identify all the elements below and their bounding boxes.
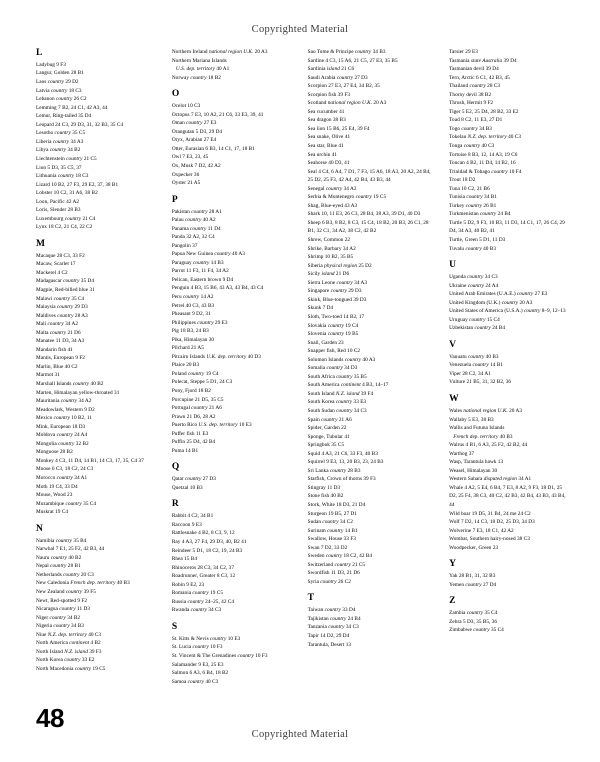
index-entry: Thailand country 28 C3 — [449, 83, 501, 90]
index-entry: Monkey 4 C3, 11 D4, 14 B1, 14 C3, 17, 35, C4 37 — [36, 457, 144, 464]
index-entry: Otter, Eurasian 6 B3, 14 C1, 17, 18 B1 — [171, 145, 255, 152]
index-entry: Skink, Blue-tongued 39 D3 — [307, 296, 367, 303]
index-entry: Tarantula, Desert 13 — [307, 641, 352, 648]
index-entry: Switzerland country 21 C5 — [307, 561, 366, 568]
index-entry: Pheasant 9 D2, 31 — [171, 311, 211, 318]
index-entry: Ladybug 9 F3 — [36, 61, 66, 68]
index-letter-heading: O — [171, 89, 180, 100]
index-entry: Yemen country 27 D4 — [449, 581, 497, 588]
index-entry: Mantis, European 9 F2 — [36, 355, 85, 362]
index-entry: Zimbabwe country 35 C4 — [449, 627, 504, 634]
index-entry: Spider, Garden 22 — [307, 425, 347, 432]
index-entry: Tortoise 8 B3, 12, 14 A3, 19 C6 — [449, 151, 518, 158]
index-entry: Luxembourg country 21 C4 — [36, 215, 96, 222]
index-entry: Meadowlark, Western 9 D2 — [36, 406, 95, 413]
index-entry: South Island N.Z. island 39 F4 — [307, 390, 374, 397]
index-entry: Mackerel 4 C2 — [36, 269, 68, 276]
index-entry: Langur, Golden 28 B1 — [36, 70, 84, 77]
index-entry: United Kingdom (U.K.) country 20 A3 — [449, 299, 533, 306]
index-column — [308, 48, 435, 692]
index-entry: Mozambique country 35 C4 — [36, 500, 97, 507]
index-entry: Sardinia island 21 C6 — [307, 66, 355, 73]
index-column — [449, 48, 570, 692]
index-entry: Palau country 40 A2 — [171, 217, 216, 224]
index-entry: Northern Mariana Islands — [171, 57, 227, 64]
index-entry: Shag, Blue-eyed 43 A3 — [307, 202, 358, 209]
index-entry: Sudan country 34 C2 — [307, 519, 353, 526]
index-entry: Mali country 34 A2 — [36, 321, 79, 328]
index-entry: Pakistan country 28 A1 — [171, 208, 222, 215]
index-entry: Malawi country 35 C4 — [36, 295, 85, 302]
index-entry: Weasel, Himalayan 30 — [449, 467, 498, 474]
index-entry: Owl 7 E3, 23, 45 — [171, 154, 209, 161]
index-entry: Prawn 21 D6, 28 A2 — [171, 413, 216, 420]
index-entry: Roadrunner, Greater 8 C3, 12 — [171, 573, 236, 580]
index-letter-heading: R — [171, 499, 179, 510]
index-entry: Shrimp 10 B2, 35 B5 — [307, 254, 354, 261]
index-entry: Octopus 7 E3, 10 A2, 21 C6, 33 E3, 39, 41 — [171, 111, 264, 118]
index-entry: United States of America (U.S.A.) country 8–9, 12–13 — [449, 308, 566, 315]
index-entry: Wolf 7 D2, 14 C3, 18 D2, 25 D3, 34 D3 — [449, 519, 535, 526]
index-entry: Oryx, Arabian 27 E4 — [171, 137, 217, 144]
index-entry: Seal 4 C4, 6 A4, 7 D1, 7 F3, 15 A6, 18 A3, 20 A2, 24 B4, 25 D2, 25 F3, 42 A4, 42 B4, 43 B3, 44 — [307, 168, 431, 184]
index-entry: Lesotho country 35 C5 — [36, 130, 86, 137]
index-entry: Lizard 10 B2, 27 F3, 29 E2, 37, 38 B1 — [36, 181, 119, 188]
index-entry: Zebra 5 D3, 35 B5, 36 — [449, 618, 498, 625]
index-entry: Sponge, Tubular 41 — [307, 433, 350, 440]
index-entry: Moth 19 C4, 33 D4 — [36, 483, 78, 490]
index-entry: Maldives country 28 A3 — [36, 312, 88, 319]
index-entry: Sea lion 15 B6, 25 E4, 39 F4 — [307, 125, 370, 132]
index-letter-heading: T — [307, 593, 314, 604]
index-entry: U.S. dep. territory 40 A1 — [175, 66, 230, 73]
index-entry: Siberia physical region 25 D2 — [307, 262, 372, 269]
index-entry: Tajikistan country 24 B4 — [307, 615, 361, 622]
page-number: 48 — [36, 703, 64, 733]
index-entry: Snapper fish, Red 10 C2 — [307, 348, 361, 355]
index-entry: Taiwan country 33 D4 — [307, 607, 356, 614]
index-entry: Polecat, Steppe 5 D1, 24 C3 — [171, 379, 233, 386]
index-entry: Namibia country 35 B4 — [36, 537, 87, 544]
index-entry: Nepal country 28 B1 — [36, 563, 81, 570]
index-entry: Philippines country 29 E3 — [171, 319, 228, 326]
index-entry: Pika, Himalayan 30 — [171, 336, 215, 343]
index-entry: Snail, Garden 23 — [307, 339, 344, 346]
index-entry: Tuna 10 C2, 21 B6 — [449, 185, 490, 192]
index-entry: Wales national region U.K. 20 A3 — [449, 407, 523, 414]
index-entry: Ocelot 10 C3 — [171, 103, 201, 110]
index-entry: United Arab Emirates (U.A.E.) country 27 E3 — [449, 291, 548, 298]
index-entry: Ukraine country 24 A4 — [449, 282, 499, 289]
index-entry: Zambia country 35 C4 — [449, 610, 498, 617]
index-entry: Wallaby 5 E3, 38 B3 — [449, 416, 494, 423]
index-entry: Stork, White 18 D3, 21 D4 — [307, 501, 366, 508]
index-entry: Libya country 34 B2 — [36, 147, 81, 154]
index-entry: Sea star, Blue 41 — [307, 143, 344, 150]
index-entry: Lemur, Ring-tailed 35 D4 — [36, 113, 92, 120]
index-entry: Senegal country 34 A2 — [307, 185, 357, 192]
index-entry: Whale 4 A2, 5 E4, 6 B4, 7 E3, 8 A2, 9 F3, 18 D1, 25 D2, 25 F4, 38 C3, 40 C2, 42 B3, 42 B4, 43 B3, 43 B4, 44 — [449, 484, 566, 508]
index-entry: North Island N.Z. island 39 F3 — [36, 648, 102, 655]
index-entry: Liberia country 34 A3 — [36, 138, 84, 145]
index-entry: Mexico country 10 B2, 11 — [36, 415, 93, 422]
index-entry: Quetzal 10 B3 — [171, 484, 203, 491]
index-entry: Serbia & Montenegro country 19 C5 — [307, 194, 387, 201]
index-entry: Laos country 29 D2 — [36, 79, 79, 86]
index-entry: Vulture 21 B5, 31, 32 B2, 36 — [449, 379, 512, 386]
index-entry: Springbok 35 C5 — [307, 442, 345, 449]
index-entry: New Caledonia French dep. territory 40 B3 — [36, 580, 130, 587]
index-column — [36, 48, 157, 692]
index-entry: Ray 4 A3, 27 F4, 29 D3, 40, B2 41 — [171, 539, 247, 545]
index-entry: Mandarin fish 41 — [36, 346, 73, 353]
index-entry: Tarsier 29 E3 — [449, 49, 478, 55]
index-entry: Turtle 5 D2, 9 F3, 10 B3, 11 D3, 14 C1, 17, 26 C4, 29 D4, 34 A3, 40 B2, 41 — [449, 219, 565, 235]
index-entry: South Africa country 35 B5 — [307, 373, 367, 380]
index-entry: Sloth, Two-toed 14 B2, 17 — [307, 313, 365, 320]
index-entry: Oman country 27 E3 — [171, 120, 217, 127]
index-entry: St. Kitts & Nevis country 10 E3 — [171, 635, 241, 642]
index-entry: Mongoose 28 B2 — [36, 449, 73, 456]
index-entry: Magpie, Red-billed blue 31 — [36, 287, 95, 293]
index-entry: Panama country 11 D4 — [171, 225, 221, 232]
index-entry: Loris, Slender 28 B3 — [36, 207, 81, 214]
index-entry: Peru country 14 A2 — [171, 294, 214, 300]
index-entry: Tern, Arctic 6 C1, 42 B3, 45 — [449, 74, 510, 81]
index-entry: Walrus 4 B1, 6 A3, 25 F2, 42 B2, 44 — [449, 442, 528, 449]
index-entry: Viper 28 C2, 34 A1 — [449, 370, 491, 377]
index-entry: Pony, Fjord 18 B2 — [171, 388, 211, 395]
index-entry: Rhinoceros 28 C3, 34 C2, 37 — [171, 564, 235, 571]
index-entry: Trinidad & Tobago country 10 F4 — [449, 168, 522, 175]
index-entry: Lemming 7 B2, 24 C1, 42 A3, 44 — [36, 104, 108, 111]
index-entry: Vanuatu country 40 B3 — [449, 353, 499, 360]
index-entry: Mouse, Wood 23 — [36, 492, 73, 499]
index-entry: Togo country 34 B3 — [449, 125, 492, 132]
index-entry: Warthog 37 — [449, 450, 475, 457]
index-entry: Sicily island 21 D6 — [307, 271, 350, 278]
index-entry: Shark 10, 11 E3, 26 C3, 28 B4, 38 A3, 39 D1, 40 D3 — [307, 211, 421, 218]
index-entry: Sweden country 18 C2, 42 B4 — [307, 553, 373, 560]
index-entry: Uzbekistan country 24 B4 — [449, 325, 506, 332]
index-entry: Raccoon 9 E3 — [171, 521, 202, 528]
index-entry: South Sudan country 34 C3 — [307, 407, 367, 414]
index-entry: Tapir 14 D2, 29 D4 — [307, 633, 350, 640]
index-entry: Sri Lanka country 28 B3 — [307, 467, 361, 474]
index-entry: Seahorse 40 D3, 41 — [307, 160, 350, 167]
index-entry: Puffin 25 D4, 42 B4 — [171, 439, 216, 446]
index-entry: Mauritania country 34 A2 — [36, 398, 92, 405]
index-entry: Northern Ireland national region U.K. 20 A3 — [171, 49, 268, 55]
index-entry: Marten, Himalayan yellow-throated 31 — [36, 389, 120, 396]
index-entry: Macaw, Scarlet 17 — [36, 261, 76, 268]
index-columns — [36, 48, 570, 692]
index-entry: Pig 18 B3, 24 B3 — [171, 328, 209, 335]
index-entry: Scotland national region U.K. 20 A3 — [307, 100, 387, 107]
index-entry: Thorny devil 38 B2 — [449, 91, 492, 98]
index-entry: Venezuela country 14 B1 — [449, 362, 504, 369]
index-entry: Moose 6 C3, 18 C2, 24 C3 — [36, 466, 94, 473]
index-letter-heading: W — [449, 394, 459, 405]
index-entry: Macaque 28 C3, 33 F2 — [36, 252, 85, 259]
index-entry: Qatar country 27 D3 — [171, 476, 216, 483]
index-entry: Panda 32 A2, 32 C4 — [171, 234, 215, 241]
index-entry: Parrot 11 F3, 11 F4, 34 A2 — [171, 268, 229, 275]
index-entry: New Zealand country 39 F5 — [36, 588, 96, 595]
index-entry: Nicaragua country 11 D3 — [36, 606, 90, 613]
index-entry: Lion 5 D3, 35 C5, 37 — [36, 164, 82, 171]
index-column — [172, 48, 293, 692]
index-entry: Narwhal 7 E1, 25 F2, 42 B3, 44 — [36, 546, 105, 553]
index-entry: Stone fish 40 B2 — [307, 493, 344, 500]
index-entry: Lynx 18 C2, 21 C4, 22 C2 — [36, 224, 93, 231]
index-entry: Porcupine 21 D5, 35 C5 — [171, 396, 224, 403]
index-entry: Morocco country 34 A1 — [36, 475, 88, 482]
index-entry: Slovakia country 19 C4 — [307, 322, 359, 329]
index-entry: Tonga country 40 C3 — [449, 143, 495, 150]
index-entry: Wild boar 19 D5, 31 B4, 24 me 24 C2 — [449, 510, 531, 517]
index-entry: Trout 18 D2 — [449, 177, 476, 184]
index-entry: Muskrat 19 C4 — [36, 509, 69, 516]
index-entry: Ox, Musk 7 D2, 42 A2 — [171, 162, 221, 169]
index-entry: French dep. territory 40 B3 — [453, 433, 513, 440]
index-entry: Scorpion fish 39 F3 — [307, 91, 350, 98]
index-entry: Plaice 20 B3 — [171, 362, 200, 369]
index-entry: Lobster 10 C2, 31 A6, 38 B2 — [36, 190, 98, 197]
index-entry: Sardine 4 C3, 15 A6, 21 C5, 27 E3, 35 B5 — [307, 57, 398, 64]
index-entry: Mongolia country 32 B2 — [36, 440, 89, 447]
index-entry: Rabbit 4 C2, 34 B1 — [171, 513, 214, 520]
index-entry: Newt, Red-spotted 9 F2 — [36, 597, 88, 604]
index-entry: Petrel 40 C3, 43 B3 — [171, 302, 215, 309]
index-entry: South Korea country 33 E3 — [307, 399, 367, 406]
index-entry: Leopard 24 C3, 29 D3, 31, 32 B3, 35 C4 — [36, 121, 124, 128]
index-entry: Mink, European 18 D3 — [36, 423, 86, 430]
index-entry: Wallis and Futuna Islands — [449, 425, 505, 432]
index-entry: Woodpecker, Green 23 — [449, 544, 499, 551]
index-entry: South America continent 4 B3, 14–17 — [307, 382, 389, 389]
index-entry: Rwanda country 34 C3 — [171, 607, 222, 614]
index-entry: Niue N.Z. dep. territory 40 C3 — [36, 631, 102, 638]
index-entry: Russia country 24–25, 42 C4 — [171, 598, 235, 605]
index-entry: Shrew, Common 22 — [307, 237, 351, 244]
index-entry: Lebanon country 26 C2 — [36, 96, 87, 103]
index-letter-heading: Y — [449, 559, 457, 570]
index-entry: Portugal country 21 A6 — [171, 405, 222, 412]
index-entry: North Macedonia country 19 C5 — [36, 665, 106, 672]
index-entry: Rattlesnake 4 B2, 8 C3, 9, 12 — [171, 530, 235, 537]
index-entry: Wasp, Tarantula hawk 13 — [449, 459, 504, 466]
index-entry: Nigeria country 34 B3 — [36, 623, 84, 630]
index-entry: Puma 14 B1 — [171, 447, 199, 454]
index-entry: Papua New Guinea country 40 A3 — [171, 251, 245, 258]
index-entry: Niger country 34 B2 — [36, 614, 81, 621]
index-entry: Malaysia country 29 D3 — [36, 304, 88, 311]
index-letter-heading: S — [171, 621, 178, 632]
index-entry: Wolverine 7 E3, 18 C1, 42 A2 — [449, 527, 514, 534]
index-entry: Uruguay country 15 C4 — [449, 316, 500, 323]
index-letter-heading: Q — [171, 462, 180, 473]
index-entry: Scorpion 27 E3, 27 E4, 34 B2, 35 — [307, 83, 380, 90]
copyright-notice-bottom: Copyrighted Material — [251, 729, 349, 740]
index-entry: Poland country 19 C4 — [171, 370, 219, 377]
index-entry: Squid 4 A3, 21 C6, 33 F3, 40 B3 — [307, 450, 378, 457]
index-entry: Pangolin 37 — [171, 242, 198, 249]
index-entry: Sierra Leone country 34 A3 — [307, 279, 368, 286]
index-entry: Swordfish 11 D3, 21 D6 — [307, 570, 360, 577]
index-entry: Somalia country 34 D3 — [307, 365, 358, 372]
index-entry: Starfish, Crown of thorns 39 F3 — [307, 476, 376, 483]
index-entry: Surinam country 14 B1 — [307, 527, 358, 534]
index-entry: Tasmanian devil 39 D4 — [449, 66, 499, 73]
index-entry: North Korea country 33 E2 — [36, 657, 95, 664]
index-entry: Marshall Islands country 40 B2 — [36, 381, 104, 388]
index-entry: Marlin, Blue 40 C2 — [36, 363, 78, 370]
index-entry: Tokelau N.Z. dep. territory 40 C3 — [449, 134, 521, 141]
index-entry: Tanzania country 34 C3 — [307, 624, 359, 631]
index-entry: Swan 7 D2, 33 D2 — [307, 544, 348, 551]
index-entry: Oxpecker 36 — [171, 171, 200, 178]
index-letter-heading: M — [36, 238, 45, 249]
index-entry: Puerto Rico U.S. dep. territory 10 E3 — [171, 422, 252, 429]
index-entry: Turkmenistan country 24 B4 — [449, 211, 511, 218]
index-entry: Tuvalu country 40 B3 — [449, 245, 497, 252]
index-entry: Sea dragon 38 B3 — [307, 117, 346, 124]
index-entry: Puffer fish 11 E3 — [171, 430, 209, 437]
index-entry: Penguin 4 B3, 15 B6, 43 A3, 43 B4, 43 C4 — [171, 285, 264, 292]
index-entry: North America continent 4 B2 — [36, 640, 101, 647]
index-entry: Norway country 18 B2 — [171, 74, 221, 81]
index-letter-heading: N — [36, 523, 43, 534]
index-entry: Sturgeon 19 B5, 27 D1 — [307, 510, 357, 517]
index-entry: Turtle, Green 5 D1, 11 D3 — [449, 237, 506, 244]
index-entry: St. Vincent & The Grenadines country 10 F3 — [171, 652, 268, 659]
index-entry: Malta country 21 D6 — [36, 329, 81, 336]
index-entry: Swallow, House 33 F3 — [307, 536, 356, 543]
index-entry: Tunisia country 34 B1 — [449, 194, 497, 201]
index-entry: Romania country 19 C5 — [171, 590, 223, 597]
index-entry: Nauru country 40 B2 — [36, 554, 82, 561]
index-entry: Lithuania country 18 C3 — [36, 173, 89, 180]
index-entry: Skunk 7 D4 — [307, 305, 334, 312]
index-entry: Pilchard 21 A5 — [171, 345, 204, 352]
index-entry: Saudi Arabia country 27 D3 — [307, 74, 368, 81]
index-entry: Sea snake, Olive 41 — [307, 134, 351, 141]
index-entry: Squirrel 9 E3, 13, 20 B3, 23, 24 B3 — [307, 459, 384, 466]
index-entry: Syria country 26 C2 — [307, 578, 351, 585]
index-entry: Thrush, Hermit 9 F2 — [449, 100, 494, 107]
index-entry: Samoa country 40 C3 — [171, 678, 219, 685]
index-entry: Oyster 21 A5 — [171, 180, 201, 187]
index-letter-heading: P — [171, 194, 178, 205]
index-entry: Yak 28 B1, 31, 32 B3 — [449, 573, 496, 580]
index-entry: Wombat, Southern hairy-nosed 38 C3 — [449, 536, 530, 543]
index-entry: Reindeer 5 D1, 18 C2, 19, 24 B3 — [171, 547, 243, 554]
index-entry: Sea cucumber 41 — [307, 108, 345, 115]
index-entry: Moldova country 24 A4 — [36, 432, 88, 439]
index-entry: Spain country 21 A6 — [307, 416, 352, 423]
index-entry: Salmon 6 A3, 6 B4, 18 B2 — [171, 670, 229, 677]
index-entry: Paraguay country 14 B3 — [171, 259, 224, 266]
index-entry: Shrike, Barbary 34 A2 — [307, 245, 356, 252]
index-entry: Netherlands country 20 C3 — [36, 571, 94, 578]
index-entry: Sea urchin 41 — [307, 151, 338, 158]
index-entry: Sao Tome & Principe country 34 B3 — [307, 49, 386, 55]
index-entry: Manatee 11 D3, 34 A3 — [36, 338, 85, 345]
index-entry: Latvia country 18 C3 — [36, 87, 82, 94]
index-entry: Pelican, Eastern brown 9 D4 — [171, 276, 234, 283]
copyright-notice-top: Copyrighted Material — [251, 24, 349, 35]
index-entry: Salamander 9 E3, 25 E3 — [171, 661, 224, 668]
index-entry: Singapore country 29 D3 — [307, 288, 362, 295]
index-entry: Liechtenstein country 21 C5 — [36, 155, 97, 162]
index-entry: Loon, Pacific 42 A2 — [36, 198, 80, 205]
index-entry: Rhea 15 B4 — [171, 556, 198, 563]
index-entry: Tiger 5 E2, 25 D4, 28 B2, 33 E2 — [449, 108, 519, 115]
index-letter-heading: U — [449, 260, 457, 271]
index-entry: Turkey country 26 B1 — [449, 202, 497, 209]
index-entry: Toucan 4 B2, 11 D4, 14 B2, 16 — [449, 160, 516, 167]
index-entry: Madagascar country 35 D4 — [36, 278, 94, 285]
index-entry: Sheep 6 B3, 8 B2, 8 C3, 15 C4, 18 B2, 20 B3, 26 C1, 28 B1, 32 C1, 34 A2, 38 C2, 42 B2 — [307, 219, 429, 235]
index-entry: Tasmania state Australia 39 D4 — [449, 57, 517, 64]
index-entry: Marmot 31 — [36, 372, 60, 379]
index-letter-heading: L — [36, 48, 43, 58]
index-entry: Toad 8 C2, 11 E3, 27 D1 — [449, 117, 503, 124]
index-entry: Pitcairn Islands U.K. dep. territory 40 D3 — [171, 353, 261, 360]
index-entry: Orangutan 5 D3, 29 D4 — [171, 128, 223, 135]
index-entry: Stingray 11 D3 — [307, 484, 341, 491]
index-letter-heading: Z — [449, 596, 456, 607]
index-entry: St. Lucia country 10 F3 — [171, 644, 223, 651]
index-entry: Solomon Islands country 40 A3 — [307, 356, 376, 363]
index-letter-heading: V — [449, 339, 457, 350]
index-entry: Slovenia country 19 B5 — [307, 331, 359, 338]
index-entry: Western Sahara disputed region 34 A1 — [449, 476, 532, 483]
index-entry: Uganda country 34 C3 — [449, 274, 498, 281]
index-entry: Robin 9 E2, 23 — [171, 581, 205, 588]
